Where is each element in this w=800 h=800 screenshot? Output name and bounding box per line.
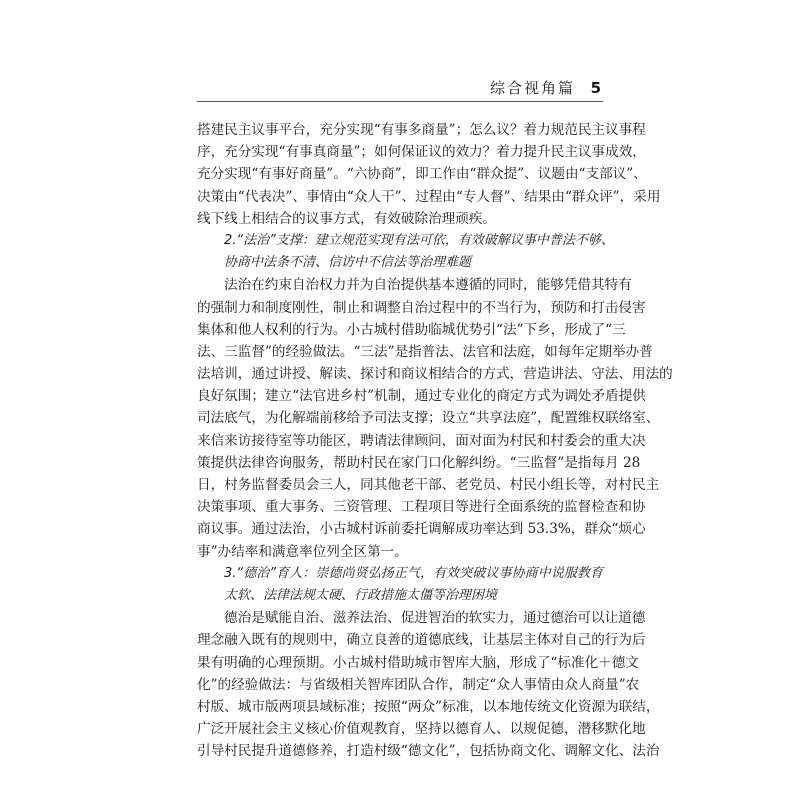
text-line: 线下线上相结合的议事方式，有效破除治理顽疾。 — [197, 210, 497, 227]
page-number: 5 — [590, 79, 601, 97]
body-text — [197, 119, 673, 762]
text-line: 事”办结率和满意率位列全区第一。 — [197, 543, 408, 560]
text-line: 法培训，通过讲授、解读、探讨和商议相结合的方式，营造讲法、守法、用法的 — [197, 366, 673, 383]
text-line: 集体和他人权利的行为。小古城村借助临城优势引“法”下乡，形成了“三 — [197, 321, 626, 338]
text-line: 决策由“代表决”、事情由“众人干”、过程由“专人督”、结果由“群众评”，采用 — [197, 188, 661, 205]
text-line: 德治是赋能自治、滋养法治、促进智治的软实力，通过德治可以让道德 — [224, 610, 646, 627]
text-line: 日，村务监督委员会三人，同其他老干部、老党员、村民小组长等，对村民主 — [197, 477, 660, 493]
text-line: 法、三监督”的经验做法。“三法”是指普法、法官和法庭，如每年定期举办普 — [197, 343, 653, 360]
text-line: 广泛开展社会主义核心价值观教育，坚持以德育人、以规促德，潜移默化地 — [197, 721, 646, 738]
text-line: 序，充分实现“有事真商量”；如何保证议的效力？着力提升民主议事成效， — [197, 144, 646, 161]
text-line: 引导村民提升道德修养，打造村级“德文化”，包括协商文化、调解文化、法治 — [197, 743, 660, 760]
section-title: 综合视角篇 — [489, 79, 575, 97]
text-line: 化”的经验做法：与省级相关智库团队合作，制定“众人事情由众人商量”农 — [197, 676, 640, 693]
text-line: 策提供法律咨询服务，帮助村民在家门口化解纠纷。“三监督”是指每月 28 — [197, 454, 641, 471]
header-divider — [197, 101, 603, 102]
section-heading: 2.“法治”支撑：建立规范实现有法可依，有效破解议事中普法不够、 — [224, 232, 614, 248]
section-heading: 协商中法条不清、信访中不信法等治理难题 — [224, 255, 472, 271]
running-header — [197, 78, 603, 100]
section-heading: 太软、法律法规太硬、行政措施太僵等治理困境 — [224, 587, 498, 603]
text-line: 法治在约束自治权力并为自治提供基本遵循的同时，能够凭借其特有 — [224, 277, 632, 294]
text-line: 理念融入既有的规则中，确立良善的道德底线，让基层主体对自己的行为后 — [197, 632, 646, 649]
text-line: 果有明确的心理预期。小古城村借助城市智库大脑，形成了“标准化＋德文 — [197, 654, 639, 671]
text-line: 村版、城市版两项县域标准；按照“两众”标准，以本地传统文化资源为联结， — [197, 698, 660, 715]
text-line: 商议事。通过法治，小古城村诉前委托调解成功率达到 53.3%，群众“烦心 — [197, 521, 646, 538]
text-line: 决策事项、重大事务、三资管理、工程项目等进行全面系统的监督检查和协 — [197, 499, 646, 516]
text-line: 来信来访接待室等功能区，聘请法律顾问，面对面为村民和村委会的重大决 — [197, 432, 646, 449]
text-line: 良好氛围；建立“法官进乡村”机制，通过专业化的商定方式为调处矛盾提供 — [197, 388, 646, 405]
text-line: 充分实现“有事好商量”。“六协商”，即工作由“群众提”、议题由“支部议”、 — [197, 166, 647, 183]
text-line: 的强制力和制度刚性，制止和调整自治过程中的不当行为，预防和打击侵害 — [197, 299, 646, 316]
text-line: 司法底气，为化解端前移给予司法支撑；设立“共享法庭”，配置维权联络室、 — [197, 410, 660, 427]
text-line: 搭建民主议事平台，充分实现“有事多商量”；怎么议？着力规范民主议事程 — [197, 122, 646, 138]
section-heading: 3.“德治”育人：崇德尚贤弘扬正气，有效突破议事协商中说服教育 — [224, 565, 603, 581]
